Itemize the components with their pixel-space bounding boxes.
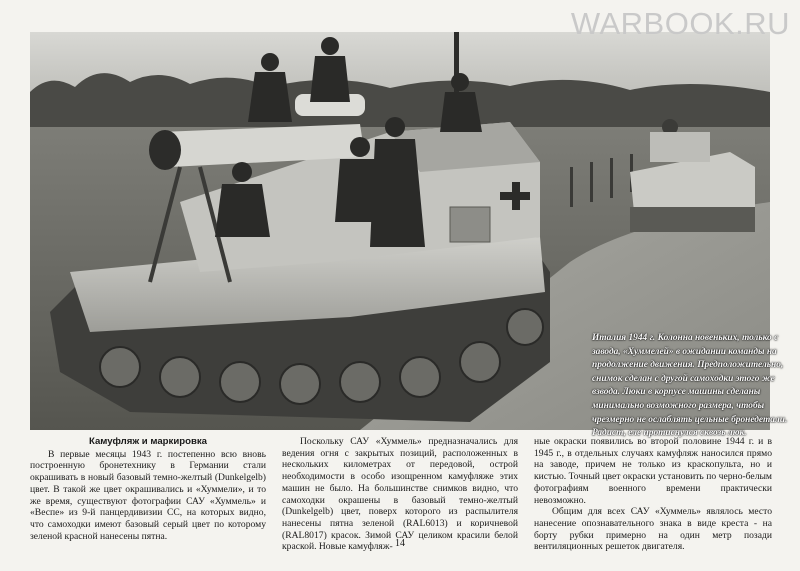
tank-photo xyxy=(30,32,788,439)
paragraph: Общим для всех САУ «Хуммель» являлось место нанесение опознавательного знака в виде креста - на борту рубки примерно на один метр позади вентиляционных решеток двигателя. xyxy=(534,506,772,553)
watermark: WARBOOK.RU xyxy=(570,6,790,41)
column-3 xyxy=(534,436,772,553)
page-number: 14 xyxy=(395,538,405,549)
paragraph: ные окраски появились во второй половине 1944 г. и в 1945 г., в отдельных случаях камуфляж наносился прямо на заводе, причем не только из краскопульта, но и кистью. Точный цвет окраски установить по черно-белым фотографиям военного времени практически невозможно. xyxy=(534,436,772,506)
photo-caption: Италия 1944 г. Колонна новеньких, только с завода, «Хуммелей» в ожидании команды на продолжение движения. Предположительно, снимок сделан с другой самоходки этого же взвода. Люки в корпусе машины сделаны минимально возможного размера, чтобы чрезмерно не ослаблять цельные бронедетали. Радист, еле протиснулся сквозь люк. xyxy=(592,333,788,439)
column-2 xyxy=(282,436,518,553)
column-1 xyxy=(30,436,266,542)
paragraph: Поскольку САУ «Хуммель» предназначались для ведения огня с закрытых позиций, расположенных в нескольких километрах от передовой, острой необходимости в особо изощренном камуфляже этих машин не было. На большинстве снимков видно, что самоходки окрашены в базовый темно-желтый (Dunkelgelb) цвет, поверх которого из распылителя нанесены пятна зеленой (RAL6013) и коричневой (RAL8017) красок. Зимой САУ целиком красили белой краской. Новые камуфляж- xyxy=(282,436,518,553)
section-title: Камуфляж и маркировка xyxy=(89,436,207,447)
paragraph: В первые месяцы 1943 г. постепенно всю вновь построенную бронетехнику в Германии стали окрашивать в новый базовый темно-желтый (Dunkelgelb) цвет. В такой же цвет окрашивались и «Хуммели», и то же время, существуют фотографии САУ «Хуммель» и «Веспе» из 9-й панцердивизии СС, на которых видно, что самоходки имеют базовый серый цвет по которому зеленой красной нанесены пятна. xyxy=(30,448,266,542)
